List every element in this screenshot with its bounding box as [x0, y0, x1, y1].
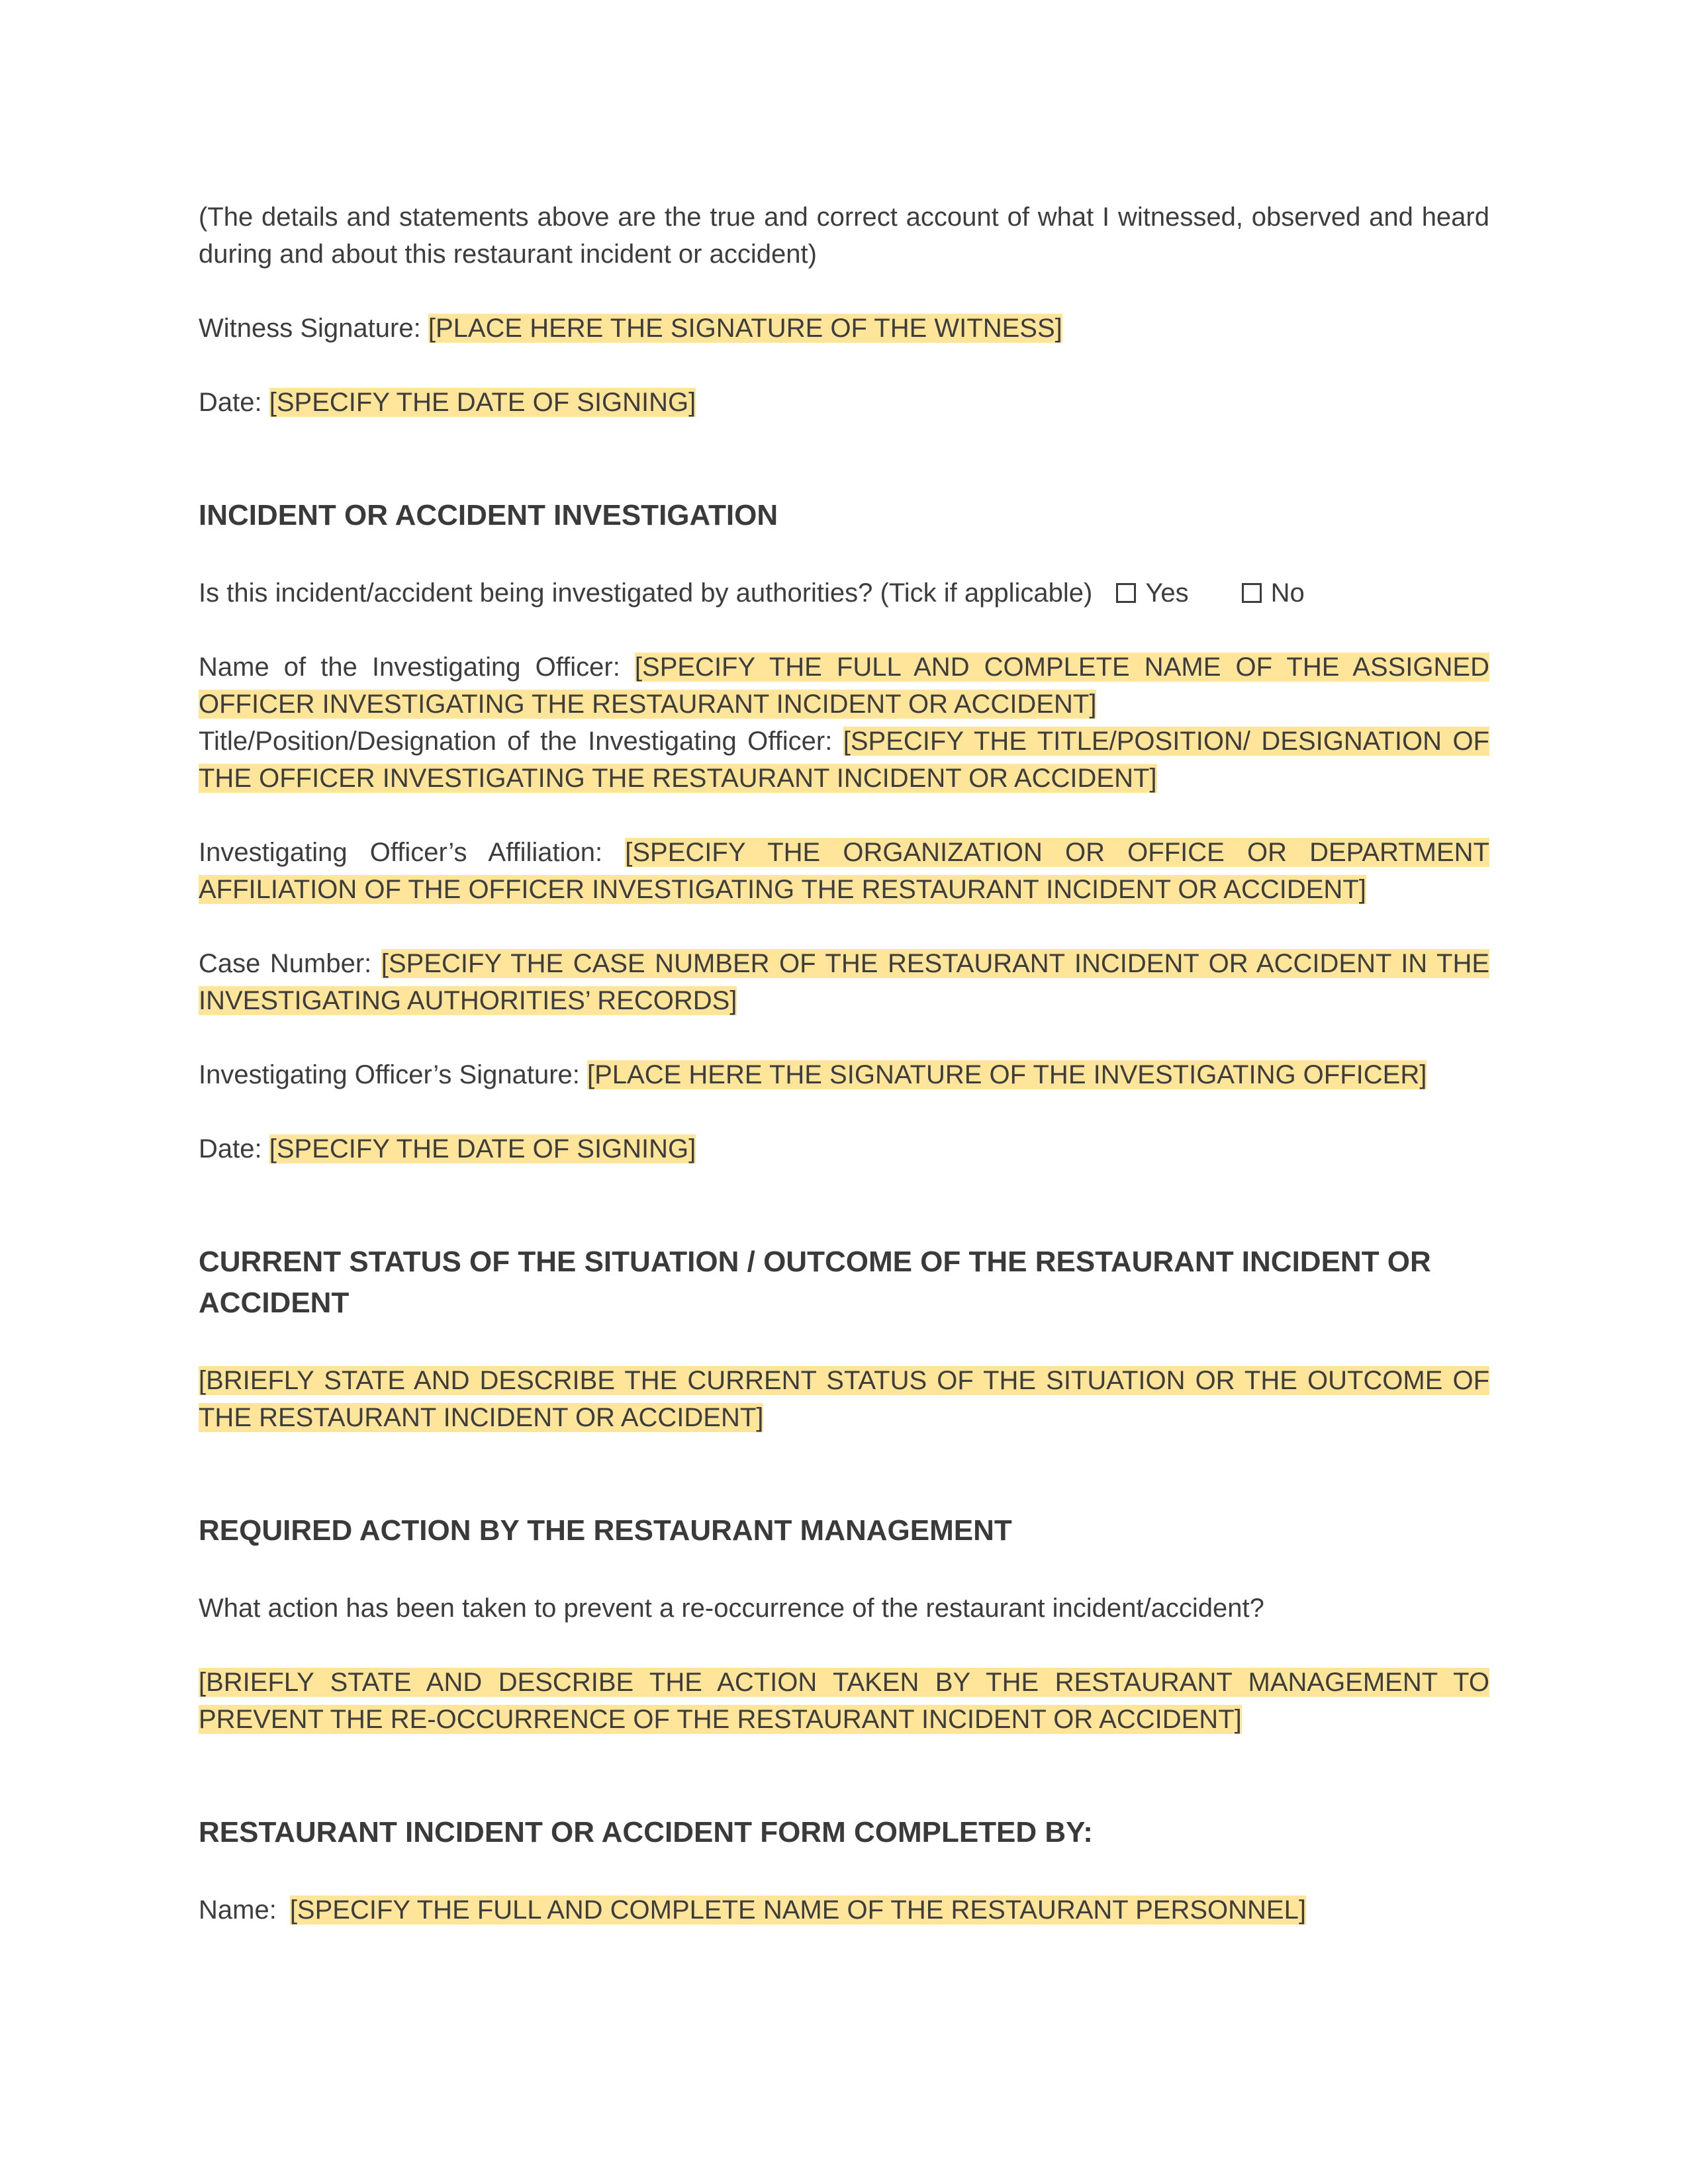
officer-title-field[interactable]: [SPECIFY THE TITLE/POSITION/ DESIGNATION OF THE OFFICER INVESTIGATING THE RESTAURANT INCIDENT OR ACCIDENT] — [199, 727, 1489, 793]
action-heading: REQUIRED ACTION BY THE RESTAURANT MANAGEMENT — [199, 1514, 1012, 1547]
witness-signature-line — [199, 310, 1489, 347]
status-paragraph — [199, 1362, 1489, 1436]
witness-signature-label: Witness Signature: — [199, 314, 421, 343]
document-page — [199, 199, 1489, 1929]
completed-by-name-line — [199, 1891, 1489, 1929]
officer-title-line — [199, 723, 1489, 797]
action-paragraph — [199, 1664, 1489, 1738]
officer-date-field[interactable]: [SPECIFY THE DATE OF SIGNING] — [269, 1134, 696, 1163]
checkbox-no[interactable] — [1242, 574, 1305, 612]
officer-signature-field[interactable]: [PLACE HERE THE SIGNATURE OF THE INVESTIGATING OFFICER] — [587, 1060, 1427, 1089]
officer-signature-label: Investigating Officer’s Signature: — [199, 1060, 580, 1089]
checkbox-yes-label: Yes — [1145, 578, 1189, 608]
case-number-label: Case Number: — [199, 949, 372, 978]
status-field[interactable]: [BRIEFLY STATE AND DESCRIBE THE CURRENT STATUS OF THE SITUATION OR THE OUTCOME OF THE RESTAURANT INCIDENT OR ACCIDENT] — [199, 1366, 1489, 1432]
witness-signature-field[interactable]: [PLACE HERE THE SIGNATURE OF THE WITNESS] — [428, 314, 1062, 343]
affiliation-field[interactable]: [SPECIFY THE ORGANIZATION OR OFFICE OR DEPARTMENT AFFILIATION OF THE OFFICER INVESTIGATING THE RESTAURANT INCIDENT OR ACCIDENT] — [199, 838, 1489, 904]
case-number-field[interactable]: [SPECIFY THE CASE NUMBER OF THE RESTAURANT INCIDENT OR ACCIDENT IN THE INVESTIGATING AUTHORITIES’ RECORDS] — [199, 949, 1490, 1015]
witness-date-field[interactable]: [SPECIFY THE DATE OF SIGNING] — [269, 388, 696, 417]
action-field[interactable]: [BRIEFLY STATE AND DESCRIBE THE ACTION TAKEN BY THE RESTAURANT MANAGEMENT TO PREVENT THE RE-OCCURRENCE OF THE RESTAURANT INCIDENT OR ACCIDENT] — [199, 1668, 1489, 1734]
affiliation-line — [199, 834, 1489, 908]
checkbox-icon[interactable] — [1242, 583, 1262, 603]
status-heading: CURRENT STATUS OF THE SITUATION / OUTCOME OF THE RESTAURANT INCIDENT OR ACCIDENT — [199, 1246, 1431, 1319]
witness-declaration: (The details and statements above are the true and correct account of what I witnessed, observed and heard during and about this restaurant incident or accident) — [199, 203, 1489, 269]
officer-date-label: Date: — [199, 1134, 262, 1163]
officer-name-line — [199, 649, 1489, 723]
completed-by-heading: RESTAURANT INCIDENT OR ACCIDENT FORM COMPLETED BY: — [199, 1816, 1093, 1848]
officer-name-field[interactable]: [SPECIFY THE FULL AND COMPLETE NAME OF THE ASSIGNED OFFICER INVESTIGATING THE RESTAURANT INCIDENT OR ACCIDENT] — [199, 653, 1489, 719]
officer-signature-line — [199, 1056, 1489, 1093]
witness-date-line — [199, 384, 1489, 421]
affiliation-label: Investigating Officer’s Affiliation: — [199, 838, 603, 867]
investigation-question: Is this incident/accident being investigated by authorities? (Tick if applicable) — [199, 578, 1093, 608]
officer-title-label: Title/Position/Designation of the Investigating Officer: — [199, 727, 833, 756]
checkbox-no-label: No — [1270, 578, 1305, 608]
case-number-line — [199, 945, 1489, 1019]
action-question: What action has been taken to prevent a re-occurrence of the restaurant incident/accident? — [199, 1594, 1264, 1623]
witness-date-label: Date: — [199, 388, 262, 417]
investigation-heading: INCIDENT OR ACCIDENT INVESTIGATION — [199, 499, 778, 531]
officer-date-line — [199, 1130, 1489, 1167]
investigation-question-row — [199, 574, 1489, 612]
completed-by-name-field[interactable]: [SPECIFY THE FULL AND COMPLETE NAME OF THE RESTAURANT PERSONNEL] — [289, 1895, 1306, 1925]
checkbox-yes[interactable] — [1116, 574, 1188, 612]
completed-by-name-label: Name: — [199, 1895, 277, 1925]
checkbox-icon[interactable] — [1116, 583, 1136, 603]
officer-name-label: Name of the Investigating Officer: — [199, 653, 620, 682]
